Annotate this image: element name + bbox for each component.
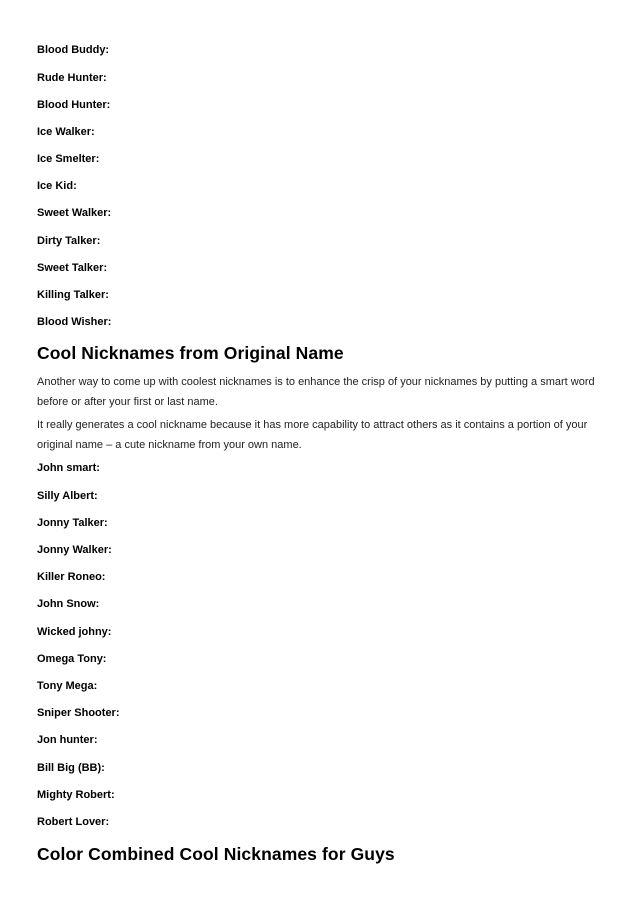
section-heading-original-name: Cool Nicknames from Original Name	[37, 343, 344, 363]
list-item: Mighty Robert:	[37, 789, 115, 801]
explanation-paragraph: It really generates a cool nickname because it has more capability to attract others as it contains a portion of your original name – a cute nickname from your own name.	[37, 419, 588, 451]
list-item: Robert Lover:	[37, 816, 110, 828]
list-item: Jonny Walker:	[37, 544, 112, 556]
list-item: Killer Roneo:	[37, 571, 106, 583]
list-item: Wicked johny:	[37, 626, 112, 638]
list-item: Sweet Walker:	[37, 207, 112, 219]
list-item: Killing Talker:	[37, 289, 109, 301]
list-item: John Snow:	[37, 598, 100, 610]
intro-paragraph: Another way to come up with coolest nicknames is to enhance the crisp of your nicknames by putting a smart word before or after your first or last name.	[37, 376, 595, 408]
list-item: Sweet Talker:	[37, 262, 108, 274]
list-item: Dirty Talker:	[37, 235, 101, 247]
list-item: Blood Buddy:	[37, 44, 110, 56]
list-item: Bill Big (BB):	[37, 762, 105, 774]
list-item: John smart:	[37, 462, 100, 474]
list-item: Tony Mega:	[37, 680, 98, 692]
list-item: Silly Albert:	[37, 490, 98, 502]
list-item: Sniper Shooter:	[37, 707, 120, 719]
list-item: Ice Kid:	[37, 180, 77, 192]
list-item: Jon hunter:	[37, 734, 98, 746]
list-item: Ice Smelter:	[37, 153, 100, 165]
list-item: Ice Walker:	[37, 126, 95, 138]
list-item: Blood Hunter:	[37, 99, 111, 111]
list-item: Jonny Talker:	[37, 517, 108, 529]
section-heading-color-combined: Color Combined Cool Nicknames for Guys	[37, 844, 395, 864]
list-item: Blood Wisher:	[37, 316, 112, 328]
list-item: Rude Hunter:	[37, 72, 107, 84]
list-item: Omega Tony:	[37, 653, 107, 665]
